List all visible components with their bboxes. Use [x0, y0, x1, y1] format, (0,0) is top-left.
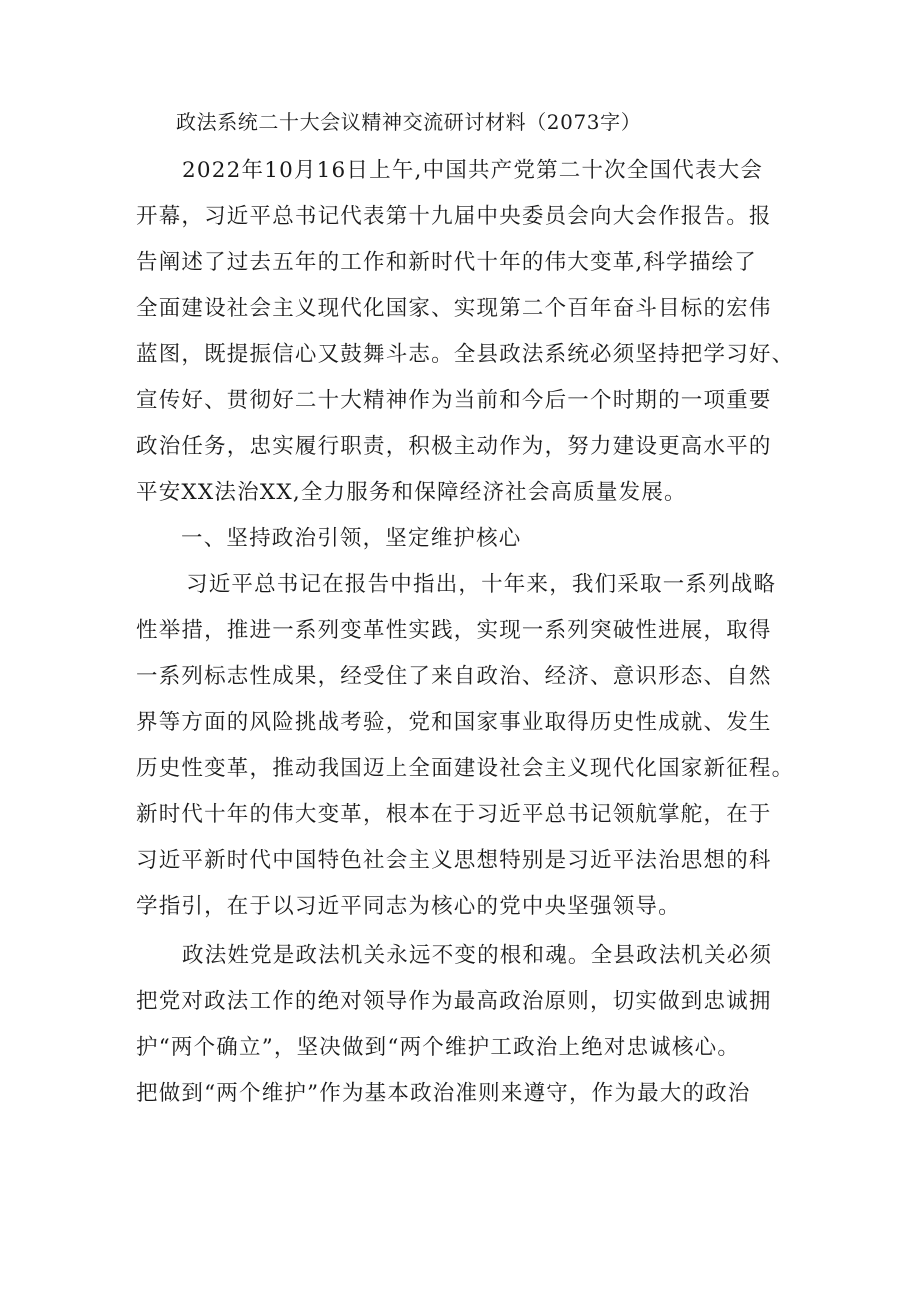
paragraph-1-line-4: 全面建设社会主义现代化国家、实现第二个百年奋斗目标的宏伟 — [136, 296, 772, 321]
paragraph-4-line-2: 把党对政法工作的绝对领导作为最高政治原则，切实做到忠诚拥 — [136, 989, 772, 1014]
paragraph-3-line-1: 习近平总书记在报告中指出，十年来，我们采取一系列战略 — [186, 572, 777, 597]
paragraph-1-line-8: 平安XX法治XX,全力服务和保障经济社会高质量发展。 — [136, 480, 687, 505]
paragraph-1-line-2: 开幕，习近平总书记代表第十九届中央委员会向大会作报告。报 — [136, 204, 772, 229]
paragraph-3-line-6: 新时代十年的伟大变革，根本在于习近平总书记领航掌舵，在于 — [136, 802, 772, 827]
paragraph-1-line-7: 政治任务，忠实履行职责，积极主动作为，努力建设更高水平的 — [136, 434, 772, 459]
section-heading-1: 一、坚持政治引领，坚定维护核心 — [181, 526, 522, 551]
paragraph-3-line-3: 一系列标志性成果，经受住了来自政治、经济、意识形态、自然 — [136, 664, 772, 689]
paragraph-3-line-5: 历史性变革，推动我国迈上全面建设社会主义现代化国家新征程。 — [136, 756, 795, 781]
paragraph-3-line-4: 界等方面的风险挑战考验，党和国家事业取得历史性成就、发生 — [136, 710, 772, 735]
paragraph-4-line-1: 政法姓党是政法机关永远不变的根和魂。全县政法机关必须 — [182, 943, 773, 968]
paragraph-4-line-4: 把做到“两个维护”作为基本政治准则来遵守，作为最大的政治 — [136, 1081, 751, 1106]
paragraph-3-line-8: 学指引，在于以习近平同志为核心的党中央坚强领导。 — [136, 894, 681, 919]
document-title: 政法系统二十大会议精神交流研讨材料（2073字） — [176, 110, 642, 134]
paragraph-3-line-7: 习近平新时代中国特色社会主义思想特别是习近平法治思想的科 — [136, 848, 772, 873]
paragraph-1-line-6: 宣传好、贯彻好二十大精神作为当前和今后一个时期的一项重要 — [136, 388, 772, 413]
paragraph-1-line-3: 告阐述了过去五年的工作和新时代十年的伟大变革,科学描绘了 — [136, 250, 757, 275]
paragraph-1-line-1: 2022年10月16日上午,中国共产党第二十次全国代表大会 — [182, 158, 764, 183]
paragraph-3-line-2: 性举措，推进一系列变革性实践，实现一系列突破性进展，取得 — [136, 618, 772, 643]
paragraph-1-line-5: 蓝图，既提振信心又鼓舞斗志。全县政法系统必须坚持把学习好、 — [136, 342, 795, 367]
paragraph-4-line-3: 护“两个确立”，坚决做到“两个维护工政治上绝对忠诚核心。 — [136, 1035, 741, 1060]
